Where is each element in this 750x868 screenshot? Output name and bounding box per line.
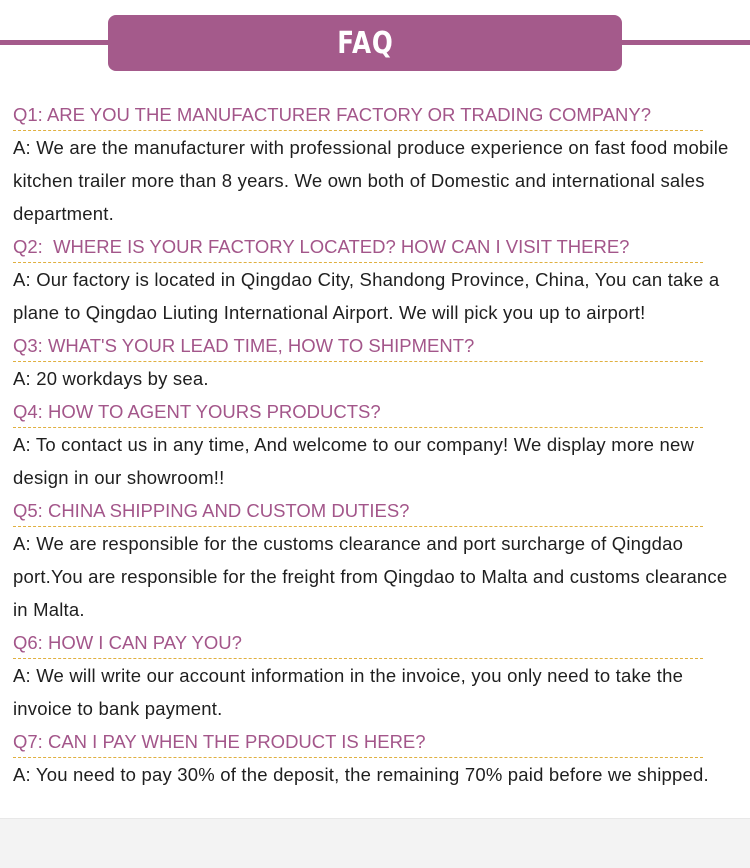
faq-question	[13, 494, 738, 527]
faq-answer: A: We are the manufacturer with professional produce experience on fast food mobile kitchen trailer more than 8 years. We own both of Domestic and international sales department.	[13, 137, 729, 224]
faq-answer: A: We are responsible for the customs clearance and port surcharge of Qingdao port.You are responsible for the freight from Qingdao to Malta and customs clearance in Malta.	[13, 533, 728, 620]
dotted-divider	[13, 658, 703, 659]
faq-item	[13, 98, 738, 230]
faq-header	[0, 0, 750, 86]
faq-question-text: Q7: CAN I PAY WHEN THE PRODUCT IS HERE?	[13, 731, 426, 752]
faq-answer: A: We will write our account information in the invoice, you only need to take the invoice to bank payment.	[13, 665, 684, 719]
faq-question-text: Q2: WHERE IS YOUR FACTORY LOCATED? HOW CAN I VISIT THERE?	[13, 236, 630, 257]
dotted-divider	[13, 757, 703, 758]
header-banner	[108, 15, 622, 71]
dotted-divider	[13, 427, 703, 428]
faq-question	[13, 395, 738, 428]
header-rule-left	[0, 40, 112, 45]
faq-item	[13, 395, 738, 494]
faq-item	[13, 626, 738, 725]
faq-question-text: Q1: ARE YOU THE MANUFACTURER FACTORY OR TRADING COMPANY?	[13, 104, 652, 125]
faq-question-text: Q3: WHAT'S YOUR LEAD TIME, HOW TO SHIPMENT?	[13, 335, 475, 356]
faq-answer: A: Our factory is located in Qingdao City, Shandong Province, China, You can take a plane to Qingdao Liuting International Airport. We will pick you up to airport!	[13, 269, 720, 323]
dotted-divider	[13, 526, 703, 527]
faq-question	[13, 329, 738, 362]
dotted-divider	[13, 262, 703, 263]
footer-strip	[0, 818, 750, 868]
faq-question-text: Q4: HOW TO AGENT YOURS PRODUCTS?	[13, 401, 381, 422]
faq-question	[13, 725, 738, 758]
page-title: FAQ	[336, 25, 394, 61]
faq-answer: A: 20 workdays by sea.	[13, 368, 209, 389]
faq-item	[13, 329, 738, 395]
faq-question	[13, 626, 738, 659]
faq-question	[13, 230, 738, 263]
faq-item	[13, 230, 738, 329]
faq-question-text: Q5: CHINA SHIPPING AND CUSTOM DUTIES?	[13, 500, 410, 521]
dotted-divider	[13, 130, 703, 131]
faq-item	[13, 494, 738, 626]
dotted-divider	[13, 361, 703, 362]
faq-item	[13, 725, 738, 791]
faq-answer: A: You need to pay 30% of the deposit, the remaining 70% paid before we shipped.	[13, 764, 709, 785]
faq-answer: A: To contact us in any time, And welcome to our company! We display more new design in our showroom!!	[13, 434, 695, 488]
faq-list	[13, 98, 738, 791]
faq-question	[13, 98, 738, 131]
header-rule-right	[618, 40, 750, 45]
faq-question-text: Q6: HOW I CAN PAY YOU?	[13, 632, 242, 653]
